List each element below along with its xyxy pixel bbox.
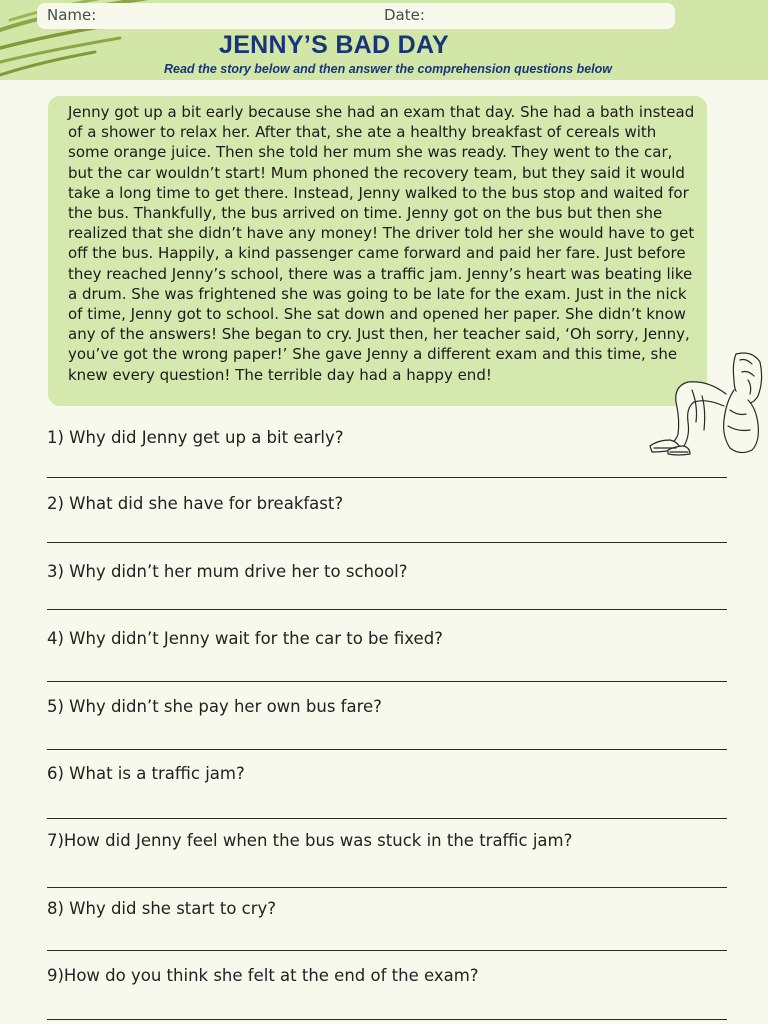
answer-line-2[interactable]: [47, 542, 727, 543]
answer-line-3[interactable]: [47, 609, 727, 610]
question-3: 3) Why didn’t her mum drive her to school?: [47, 562, 408, 581]
question-4: 4) Why didn’t Jenny wait for the car to be fixed?: [47, 629, 443, 648]
question-5: 5) Why didn’t she pay her own bus fare?: [47, 697, 382, 716]
answer-line-7[interactable]: [47, 887, 727, 888]
question-8: 8) Why did she start to cry?: [47, 899, 277, 918]
answer-line-8[interactable]: [47, 950, 727, 951]
question-2: 2) What did she have for breakfast?: [47, 494, 344, 513]
answer-line-1[interactable]: [47, 477, 727, 478]
page-title: JENNY’S BAD DAY: [218, 31, 450, 59]
answer-line-5[interactable]: [47, 749, 727, 750]
question-7: 7)How did Jenny feel when the bus was stuck in the traffic jam?: [47, 831, 573, 850]
sad-girl-illustration: [648, 350, 764, 458]
name-field-label[interactable]: Name:: [47, 6, 97, 24]
story-text: Jenny got up a bit early because she had an exam that day. She had a bath instead of a shower to relax her. After that, she ate a healthy breakfast of cereals with some orange juice. Then she told her mum she was ready. They went to the car, but the car wouldn’t start! Mum phoned the recovery team, but they said it would take a long time to get there. Instead, Jenny walked to the bus stop and waited for the bus. Thankfully, the bus arrived on time. Jenny got on the bus but then she realized that she didn’t have any money! The driver told her she would have to get off the bus. Happily, a kind passenger came forward and paid her fare. Just before they reached Jenny’s school, there was a traffic jam. Jenny’s heart was beating like a drum. She was frightened she was going to be late for the exam. Just in the nick of time, Jenny got to school. She sat down and opened her paper. She didn’t know any of the answers! She began to cry. Just then, her teacher said, ‘Oh sorry, Jenny, you’ve got the wrong paper!’ She gave Jenny a different exam and this time, she knew every question! The terrible day had a happy end!: [68, 103, 695, 384]
question-6: 6) What is a traffic jam?: [47, 764, 245, 783]
page-subtitle: Read the story below and then answer the comprehension questions below: [164, 62, 612, 76]
answer-line-9[interactable]: [47, 1019, 727, 1020]
answer-line-6[interactable]: [47, 818, 727, 819]
question-9: 9)How do you think she felt at the end of the exam?: [47, 966, 479, 985]
answer-line-4[interactable]: [47, 681, 727, 682]
question-1: 1) Why did Jenny get up a bit early?: [47, 428, 344, 447]
header-banner: [0, 0, 768, 80]
date-field-label[interactable]: Date:: [384, 6, 425, 24]
name-date-bar: [37, 3, 675, 29]
